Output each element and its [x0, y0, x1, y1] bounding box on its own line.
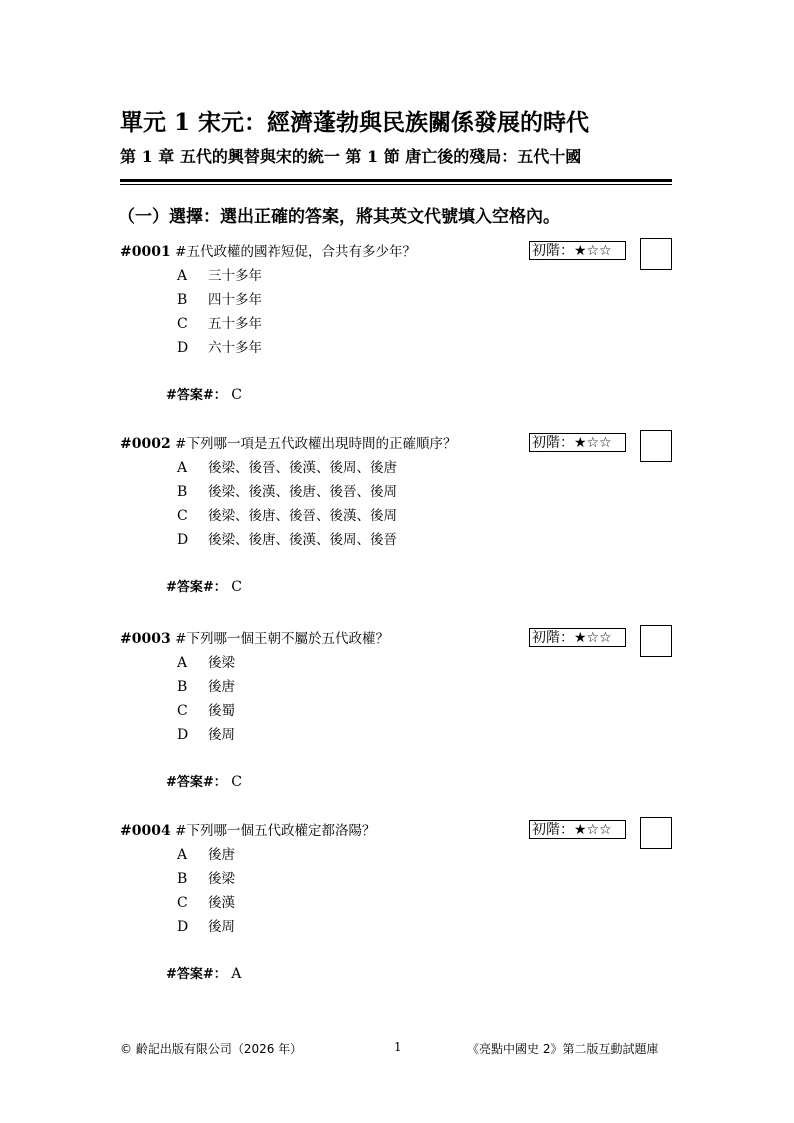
option-letter: A [177, 460, 188, 476]
option-text: 五十多年 [208, 316, 262, 332]
option-c[interactable] [177, 504, 397, 528]
option-a[interactable] [177, 843, 235, 867]
question-number: #0001 [120, 244, 171, 260]
option-b[interactable] [177, 675, 235, 699]
option-letter: C [177, 316, 188, 332]
footer-copyright: © 齡記出版有限公司（2026 年） [120, 1042, 303, 1056]
option-text: 後梁、後唐、後晉、後漢、後周 [208, 508, 397, 524]
answer-line [166, 771, 242, 790]
header-divider-thin [120, 184, 672, 185]
question-number: #0003 [120, 631, 171, 647]
answer-line [166, 576, 242, 595]
option-letter: C [177, 703, 188, 719]
option-text: 六十多年 [208, 340, 262, 356]
option-text: 後蜀 [208, 703, 235, 719]
question-line [120, 432, 456, 452]
question-line [120, 627, 389, 647]
option-d[interactable] [177, 723, 235, 747]
question-text: #五代政權的國祚短促，合共有多少年？ [175, 244, 416, 260]
answer-value: A [231, 966, 242, 982]
question-item [120, 240, 672, 410]
option-text: 三十多年 [208, 268, 262, 284]
unit-title: 單元 1 宋元：經濟蓬勃與民族關係發展的時代 [120, 109, 590, 136]
option-c[interactable] [177, 312, 262, 336]
option-a[interactable] [177, 264, 262, 288]
option-a[interactable] [177, 651, 235, 675]
option-text: 後周 [208, 727, 235, 743]
footer-book-title: 《亮點中國史 2》第二版互動試題庫 [467, 1042, 659, 1056]
option-c[interactable] [177, 891, 235, 915]
option-text: 後周 [208, 919, 235, 935]
option-letter: A [177, 655, 188, 671]
option-text: 後梁、後晉、後漢、後周、後唐 [208, 460, 397, 476]
question-text: #下列哪一個王朝不屬於五代政權？ [175, 631, 389, 647]
option-text: 後梁、後漢、後唐、後晉、後周 [208, 484, 397, 500]
answer-line [166, 963, 241, 982]
answer-label: #答案#： [166, 775, 227, 790]
difficulty-level: 初階：★☆☆ [529, 820, 626, 839]
option-letter: C [177, 895, 188, 911]
question-number: #0004 [120, 823, 171, 839]
option-text: 後唐 [208, 679, 235, 695]
answer-input-box[interactable] [640, 238, 672, 270]
option-letter: D [177, 727, 189, 743]
question-text: #下列哪一項是五代政權出現時間的正確順序？ [175, 436, 457, 452]
difficulty-level: 初階：★☆☆ [529, 628, 626, 647]
header-divider-thick [120, 179, 672, 182]
answer-input-box[interactable] [640, 817, 672, 849]
option-letter: B [177, 679, 188, 695]
answer-value: C [231, 579, 242, 595]
question-item [120, 432, 672, 602]
question-item [120, 627, 672, 797]
option-d[interactable] [177, 915, 235, 939]
answer-label: #答案#： [166, 967, 227, 982]
difficulty-level: 初階：★☆☆ [529, 433, 626, 452]
option-text: 後梁 [208, 655, 235, 671]
option-text: 後漢 [208, 895, 235, 911]
question-number: #0002 [120, 436, 171, 452]
answer-label: #答案#： [166, 580, 227, 595]
footer-page-number: 1 [394, 1040, 402, 1054]
answer-input-box[interactable] [640, 625, 672, 657]
option-text: 後唐 [208, 847, 235, 863]
option-letter: C [177, 508, 188, 524]
option-text: 後梁 [208, 871, 235, 887]
difficulty-level: 初階：★☆☆ [529, 241, 626, 260]
option-b[interactable] [177, 480, 397, 504]
option-letter: A [177, 268, 188, 284]
option-a[interactable] [177, 456, 397, 480]
options-list [177, 843, 235, 939]
option-c[interactable] [177, 699, 235, 723]
option-text: 四十多年 [208, 292, 262, 308]
section-heading: （一）選擇：選出正確的答案，將其英文代號填入空格內。 [118, 207, 560, 227]
answer-label: #答案#： [166, 388, 227, 403]
option-b[interactable] [177, 867, 235, 891]
option-d[interactable] [177, 528, 397, 552]
question-item [120, 819, 672, 989]
answer-value: C [231, 387, 242, 403]
options-list [177, 651, 235, 747]
option-text: 後梁、後唐、後漢、後周、後晉 [208, 532, 397, 548]
option-letter: A [177, 847, 188, 863]
question-text: #下列哪一個五代政權定都洛陽？ [175, 823, 376, 839]
option-letter: B [177, 292, 188, 308]
answer-input-box[interactable] [640, 430, 672, 462]
answer-value: C [231, 774, 242, 790]
answer-line [166, 384, 242, 403]
options-list [177, 264, 262, 360]
option-letter: D [177, 919, 189, 935]
chapter-title: 第 1 章 五代的興替與宋的統一 第 1 節 唐亡後的殘局：五代十國 [120, 147, 582, 166]
option-letter: B [177, 871, 188, 887]
option-letter: B [177, 484, 188, 500]
options-list [177, 456, 397, 552]
option-letter: D [177, 532, 189, 548]
question-line [120, 240, 416, 260]
option-b[interactable] [177, 288, 262, 312]
option-d[interactable] [177, 336, 262, 360]
question-line [120, 819, 375, 839]
option-letter: D [177, 340, 189, 356]
